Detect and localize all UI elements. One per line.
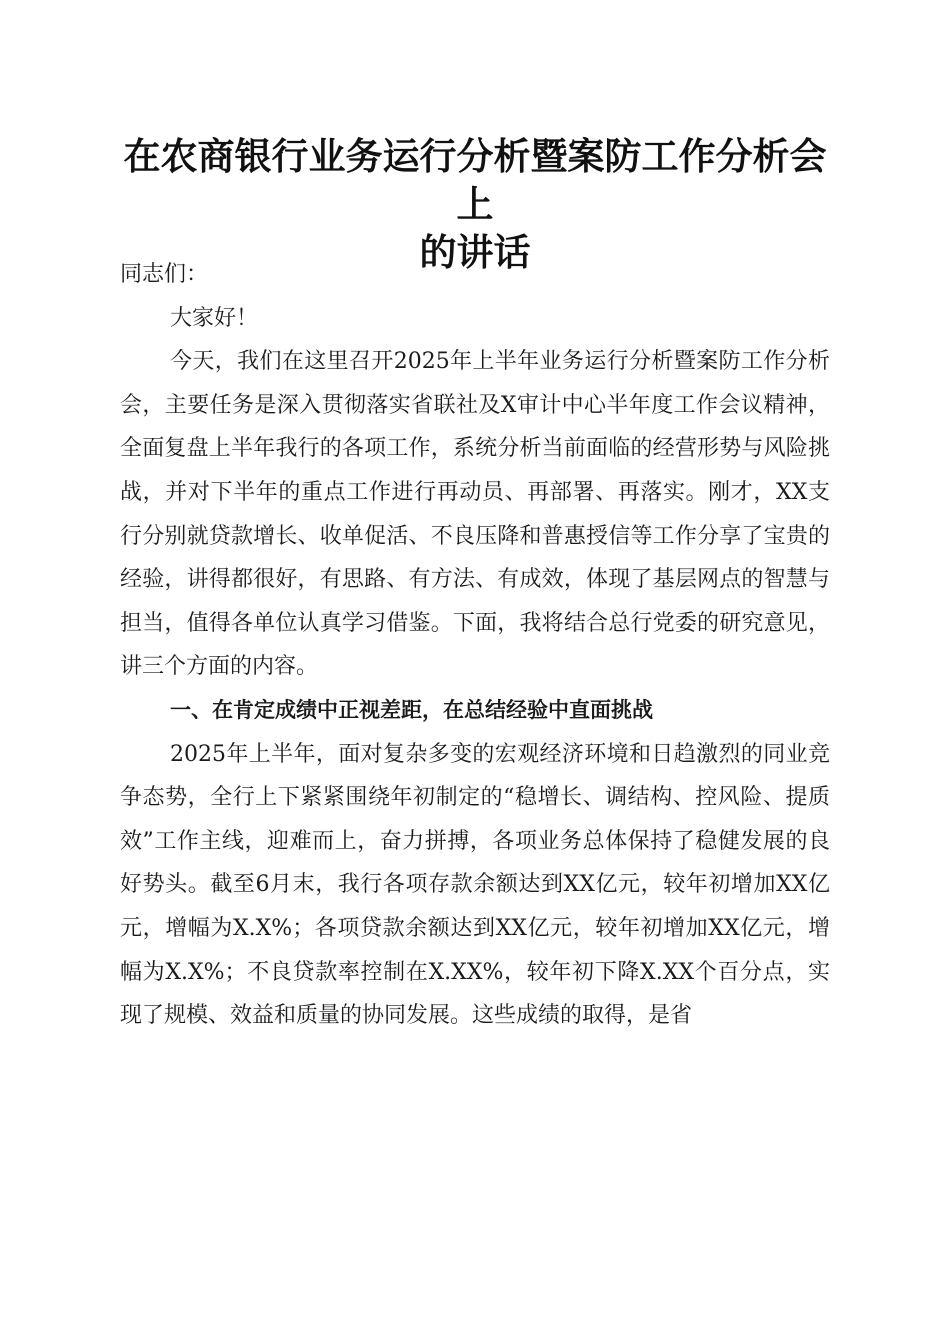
greeting: 大家好！ — [170, 305, 259, 331]
title-line-2: 的讲话 — [419, 230, 531, 274]
paragraph-opening: 今天，我们在这里召开2025年上半年业务运行分析暨案防工作分析会，主要任务是深入贯彻落实省联社及X审计中心半年度工作会议精神，全面复盘上半年我行的各项工作，系统分析当前面临的经营形势与风险挑战，并对下半年的重点工作进行再动员、再部署、再落实。刚才，XX支行分别就贷款增长、收单促活、不良压降和普惠授信等工作分享了宝贵的经验，讲得都很好，有思路、有方法、有成效，体现了基层网点的智慧与担当，值得各单位认真学习借鉴。下面，我将结合总行党委的研究意见，讲三个方面的内容。 — [120, 349, 830, 680]
salutation: 同志们： — [120, 262, 209, 287]
section-heading-1: 一、在肯定成绩中正视差距，在总结经验中直面挑战 — [170, 697, 653, 722]
document-body — [120, 253, 830, 1038]
title-line-1: 在农商银行业务运行分析暨案防工作分析会上 — [123, 134, 827, 226]
paragraph-achievements: 2025年上半年，面对复杂多变的宏观经济环境和日趋激烈的同业竞争态势，全行上下紧紧围绕年初制定的“稳增长、调结构、控风险、提质效”工作主线，迎难而上，奋力拼搏，各项业务总体保持了稳健发展的良好势头。截至6月末，我行各项存款余额达到XX亿元，较年初增加XX亿元，增幅为X.X%；各项贷款余额达到XX亿元，较年初增加XX亿元，增幅为X.X%；不良贷款率控制在X.XX%，较年初下降X.XX个百分点，实现了规模、效益和质量的协同发展。这些成绩的取得，是省 — [120, 741, 830, 1029]
